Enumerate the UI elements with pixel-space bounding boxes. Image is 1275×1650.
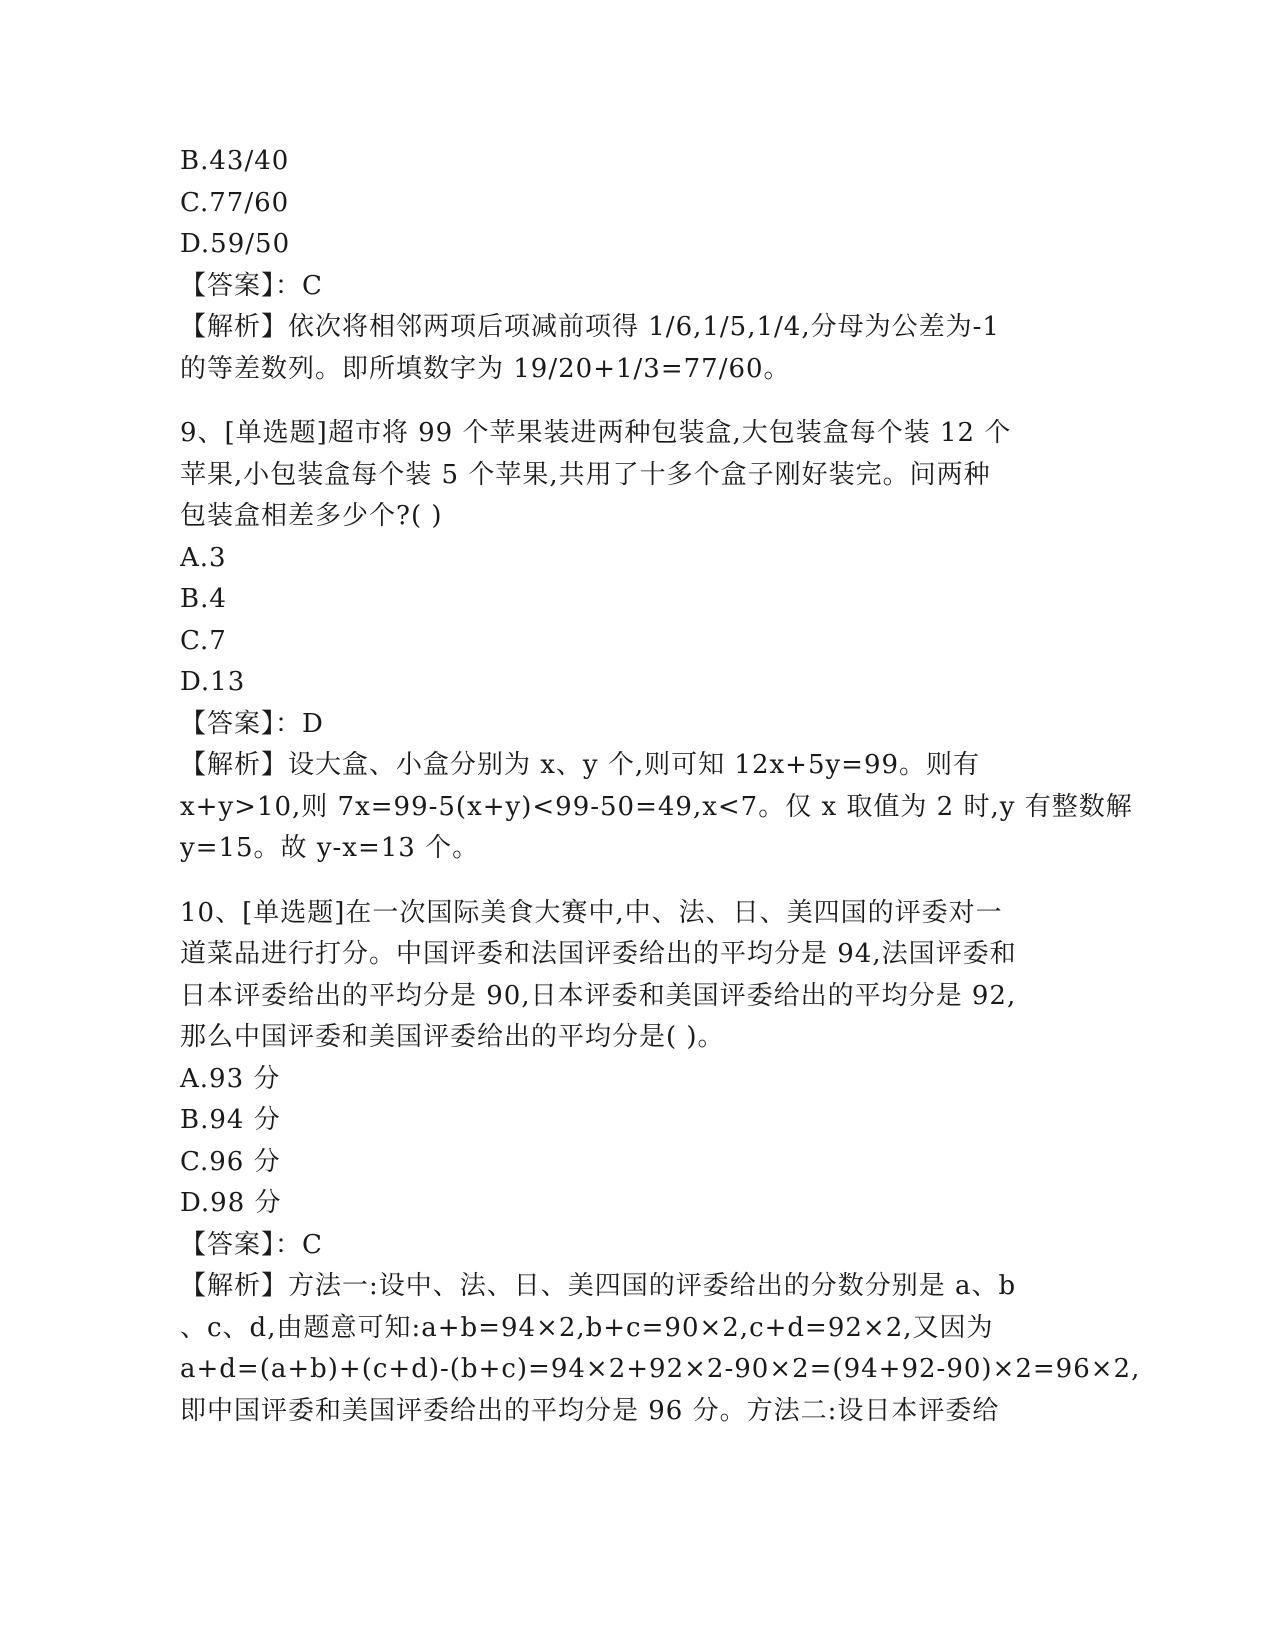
analysis-line: 【解析】设大盒、小盒分别为 x、y 个,则可知 12x+5y=99。则有 xyxy=(180,750,981,780)
question-9-block xyxy=(180,413,1133,870)
option-a: A.3 xyxy=(180,542,227,573)
analysis-line: a+d=(a+b)+(c+d)-(b+c)=94×2+92×2-90×2=(94+92-90)×2=96×2, xyxy=(180,1354,1141,1384)
analysis-line: x+y>10,则 7x=99-5(x+y)<99-50=49,x<7。仅 x 取值为 2 时,y 有整数解 xyxy=(180,791,1133,822)
option-b: B.4 xyxy=(180,584,227,614)
option-b: B.94 分 xyxy=(180,1105,281,1135)
analysis-line: 【解析】方法一:设中、法、日、美四国的评委给出的分数分别是 a、b xyxy=(180,1271,1017,1301)
option-c: C.77/60 xyxy=(180,187,290,218)
option-c: C.7 xyxy=(180,625,227,656)
option-a: A.93 分 xyxy=(180,1063,281,1094)
option-d: D.59/50 xyxy=(180,229,291,259)
document-page xyxy=(180,141,1141,1432)
question-text: 日本评委给出的平均分是 90,日本评委和美国评委给出的平均分是 92, xyxy=(180,980,1017,1011)
question-text: 苹果,小包装盒每个装 5 个苹果,共用了十多个盒子刚好装完。问两种 xyxy=(180,459,991,490)
analysis-line: 【解析】依次将相邻两项后项减前项得 1/6,1/5,1/4,分母为公差为-1 xyxy=(180,312,1000,342)
answer-line: 【答案】：D xyxy=(180,708,324,739)
question-text: 包装盒相差多少个?( ) xyxy=(180,501,443,531)
analysis-line: y=15。故 y-x=13 个。 xyxy=(180,833,480,863)
analysis-line: 、c、d,由题意可知:a+b=94×2,b+c=90×2,c+d=92×2,又因为 xyxy=(180,1312,994,1343)
question-10-block xyxy=(180,893,1141,1433)
option-d: D.98 分 xyxy=(180,1188,282,1218)
analysis-line: 即中国评委和美国评委给出的平均分是 96 分。方法二:设日本评委给 xyxy=(180,1395,1000,1426)
analysis-line: 的等差数列。即所填数字为 19/20+1/3=77/60。 xyxy=(180,353,791,384)
question-text: 9、[单选题]超市将 99 个苹果装进两种包装盒,大包装盒每个装 12 个 xyxy=(180,418,1012,448)
option-d: D.13 xyxy=(180,667,246,697)
question-text: 10、[单选题]在一次国际美食大赛中,中、法、日、美四国的评委对一 xyxy=(180,897,1003,928)
prev-question-block xyxy=(180,141,1080,390)
question-text: 道菜品进行打分。中国评委和法国评委给出的平均分是 94,法国评委和 xyxy=(180,939,1017,969)
answer-line: 【答案】：C xyxy=(180,270,323,301)
question-text: 那么中国评委和美国评委给出的平均分是( )。 xyxy=(180,1022,725,1052)
option-c: C.96 分 xyxy=(180,1146,281,1177)
option-b: B.43/40 xyxy=(180,146,290,176)
answer-line: 【答案】：C xyxy=(180,1229,323,1260)
